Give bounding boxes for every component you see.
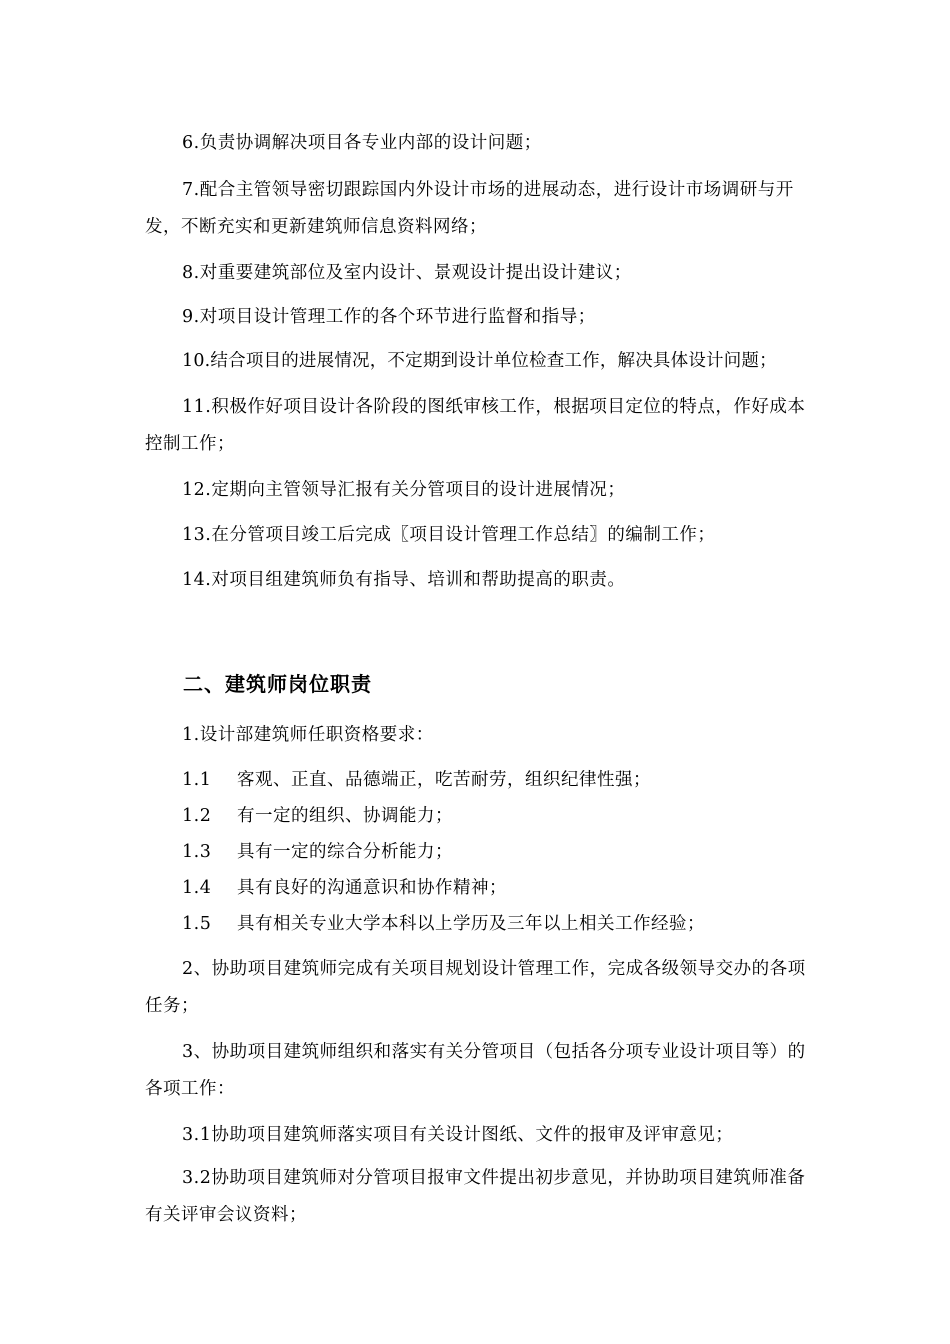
duty-item: 2、协助项目建筑师完成有关项目规划设计管理工作，完成各级领导交办的各项任务；: [145, 959, 806, 1016]
requirement-number: 1.4: [182, 878, 212, 898]
requirement-item: [182, 762, 651, 799]
duty-item: 3、协助项目建筑师组织和落实有关分管项目（包括各分项专业设计项目等）的各项工作：: [145, 1042, 806, 1099]
requirement-text: 具有良好的沟通意识和协作精神；: [237, 878, 507, 898]
requirement-number: 1.1: [182, 770, 212, 790]
list-item: 10.结合项目的进展情况，不定期到设计单位检查工作，解决具体设计问题；: [182, 351, 777, 371]
duty-subitem: 3.1协助项目建筑师落实项目有关设计图纸、文件的报审及评审意见；: [182, 1125, 734, 1145]
requirement-item: [182, 834, 453, 871]
list-item: 9.对项目设计管理工作的各个环节进行监督和指导；: [182, 307, 596, 327]
requirement-text: 具有一定的综合分析能力；: [237, 842, 453, 862]
list-item: 14.对项目组建筑师负有指导、培训和帮助提高的职责。: [182, 570, 626, 590]
list-item: 7.配合主管领导密切跟踪国内外设计市场的进展动态，进行设计市场调研与开发，不断充实和更新建筑师信息资料网络；: [145, 180, 794, 237]
list-item: 11.积极作好项目设计各阶段的图纸审核工作，根据项目定位的特点，作好成本控制工作；: [145, 397, 806, 454]
requirement-number: 1.2: [182, 806, 212, 826]
requirement-number: 1.3: [182, 842, 212, 862]
requirement-number: 1.5: [182, 914, 212, 934]
duty-subitem: 3.2协助项目建筑师对分管项目报审文件提出初步意见，并协助项目建筑师准备有关评审会议资料；: [145, 1168, 806, 1225]
requirement-item: [182, 798, 453, 835]
requirement-text: 具有相关专业大学本科以上学历及三年以上相关工作经验；: [237, 914, 705, 934]
list-item: 12.定期向主管领导汇报有关分管项目的设计进展情况；: [182, 480, 626, 500]
requirement-item: [182, 870, 507, 907]
section-heading: 二、建筑师岗位职责: [183, 672, 372, 696]
list-item: 13.在分管项目竣工后完成〖项目设计管理工作总结〗的编制工作；: [182, 525, 716, 545]
requirement-item: [182, 906, 705, 943]
requirement-text: 客观、正直、品德端正，吃苦耐劳，组织纪律性强；: [237, 770, 651, 790]
list-item: 8.对重要建筑部位及室内设计、景观设计提出设计建议；: [182, 263, 632, 283]
requirements-intro: 1.设计部建筑师任职资格要求：: [182, 725, 434, 745]
requirement-text: 有一定的组织、协调能力；: [237, 806, 453, 826]
list-item: 6.负责协调解决项目各专业内部的设计问题；: [182, 133, 542, 153]
